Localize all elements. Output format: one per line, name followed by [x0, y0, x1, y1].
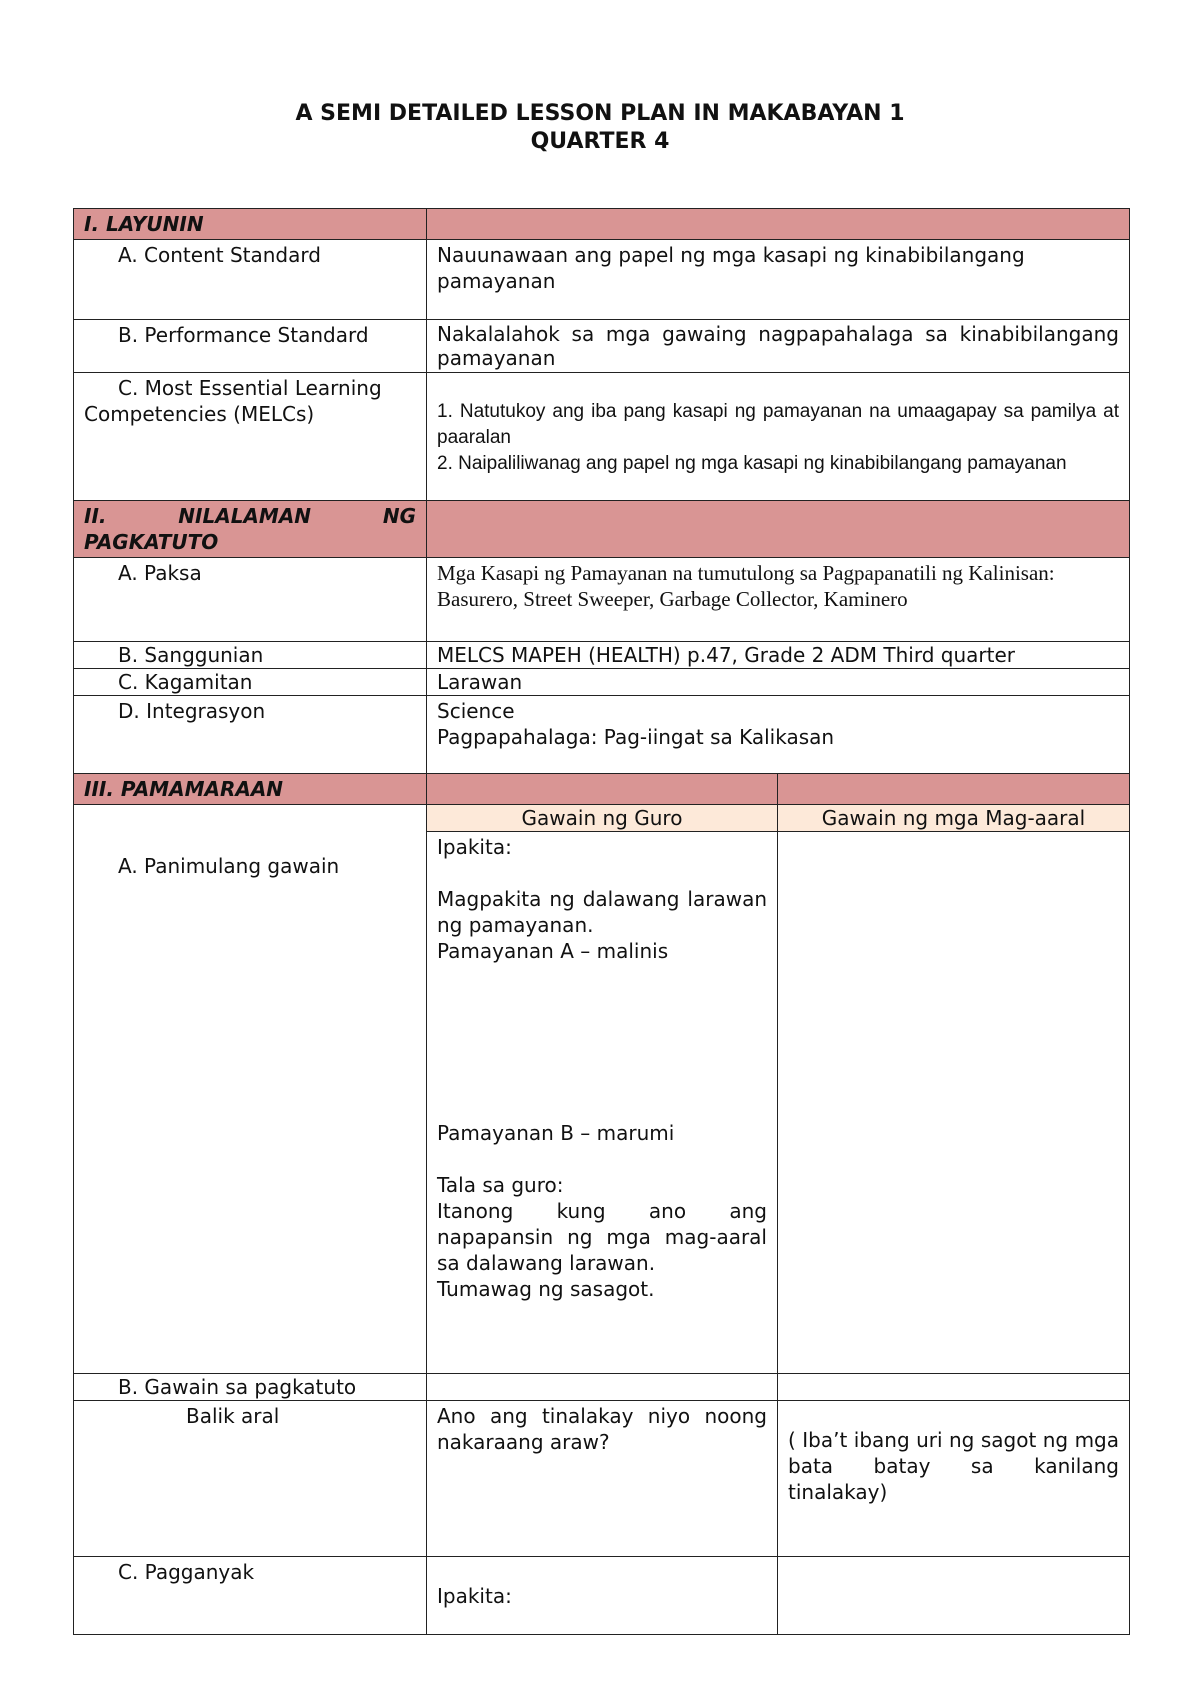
- row-label: D. Integrasyon: [74, 696, 427, 774]
- integrasyon-value: Pagpapahalaga: Pag-iingat sa Kalikasan: [437, 725, 835, 749]
- magaaral-cell: [778, 832, 1130, 1374]
- row-label: B. Gawain sa pagkatuto: [74, 1374, 427, 1401]
- row-value: Larawan: [427, 669, 1130, 696]
- row-label: C. Pagganyak: [74, 1557, 427, 1635]
- melc-item: 2. Naipaliliwanag ang papel ng mga kasapi ng kinabibilangang pamayanan: [437, 453, 1067, 474]
- row-paksa: [74, 558, 1130, 642]
- row-value: [427, 373, 1130, 501]
- pamayanan-b: Pamayanan B – marumi: [437, 1121, 675, 1145]
- image-placeholder: [437, 964, 767, 1120]
- row-content-standard: [74, 240, 1130, 320]
- row-label: A. Panimulang gawain: [74, 805, 427, 1374]
- section-heading: III. PAMAMARAAN: [74, 774, 427, 805]
- row-value: Nauunawaan ang papel ng mga kasapi ng kinabibilangang pamayanan: [427, 240, 1130, 320]
- tala-text: Itanong kung ano ang napapansin ng mga mag-aaral sa dalawang larawan.: [437, 1199, 767, 1275]
- tumawag-text: Tumawag ng sasagot.: [437, 1277, 655, 1301]
- row-label: A. Paksa: [74, 558, 427, 642]
- row-integrasyon: [74, 696, 1130, 774]
- quarter-heading: QUARTER 4: [530, 129, 670, 154]
- row-balik-aral: [74, 1401, 1130, 1557]
- document-title: A SEMI DETAILED LESSON PLAN IN MAKABAYAN 1: [295, 101, 905, 126]
- row-value: Nakalalahok sa mga gawaing nagpapahalaga sa kinabibilangang pamayanan: [427, 320, 1130, 373]
- row-value: MELCS MAPEH (HEALTH) p.47, Grade 2 ADM Third quarter: [427, 642, 1130, 669]
- column-header-magaaral: Gawain ng mga Mag-aaral: [778, 805, 1130, 832]
- tala-heading: Tala sa guro:: [437, 1173, 564, 1197]
- ipakita-label: Ipakita:: [437, 835, 512, 859]
- row-kagamitan: [74, 669, 1130, 696]
- integrasyon-subject: Science: [437, 699, 515, 723]
- row-pagganyak: [74, 1557, 1130, 1635]
- pamayanan-a: Pamayanan A – malinis: [437, 939, 669, 963]
- guro-cell: [427, 832, 778, 1374]
- panimula-text: Magpakita ng dalawang larawan ng pamayanan.: [437, 887, 767, 937]
- section-pamamaraan: [74, 774, 1130, 805]
- row-label: C. Most Essential Learning Competencies (MELCs): [74, 373, 427, 501]
- row-label: B. Sanggunian: [74, 642, 427, 669]
- melc-item: 1. Natutukoy ang iba pang kasapi ng pamayanan na umaagapay sa pamilya at paaralan: [437, 401, 1119, 448]
- row-melc: [74, 373, 1130, 501]
- lesson-plan-table: [73, 208, 1130, 1635]
- guro-cell: Ipakita:: [427, 1557, 778, 1635]
- row-label: A. Content Standard: [74, 240, 427, 320]
- row-label: Balik aral: [74, 1401, 427, 1557]
- row-sanggunian: [74, 642, 1130, 669]
- row-gawain-pagkatuto: [74, 1374, 1130, 1401]
- row-performance-standard: [74, 320, 1130, 373]
- section-nilalaman: [74, 501, 1130, 558]
- row-value: [427, 696, 1130, 774]
- row-label: B. Performance Standard: [74, 320, 427, 373]
- section-layunin: [74, 209, 1130, 240]
- guro-cell: Ano ang tinalakay niyo noong nakaraang araw?: [427, 1401, 778, 1557]
- column-header-guro: Gawain ng Guro: [427, 805, 778, 832]
- section-heading: II. NILALAMAN NG PAGKATUTO: [74, 501, 427, 558]
- magaaral-cell: [778, 1557, 1130, 1635]
- magaaral-cell: ( Iba’t ibang uri ng sagot ng mga bata batay sa kanilang tinalakay): [778, 1401, 1130, 1557]
- row-label: C. Kagamitan: [74, 669, 427, 696]
- section-heading: I. LAYUNIN: [74, 209, 427, 240]
- row-column-headers: [74, 805, 1130, 832]
- row-value: Mga Kasapi ng Pamayanan na tumutulong sa Pagpapanatili ng Kalinisan: Basurero, Street Sweeper, Garbage Collector, Kaminero: [427, 558, 1130, 642]
